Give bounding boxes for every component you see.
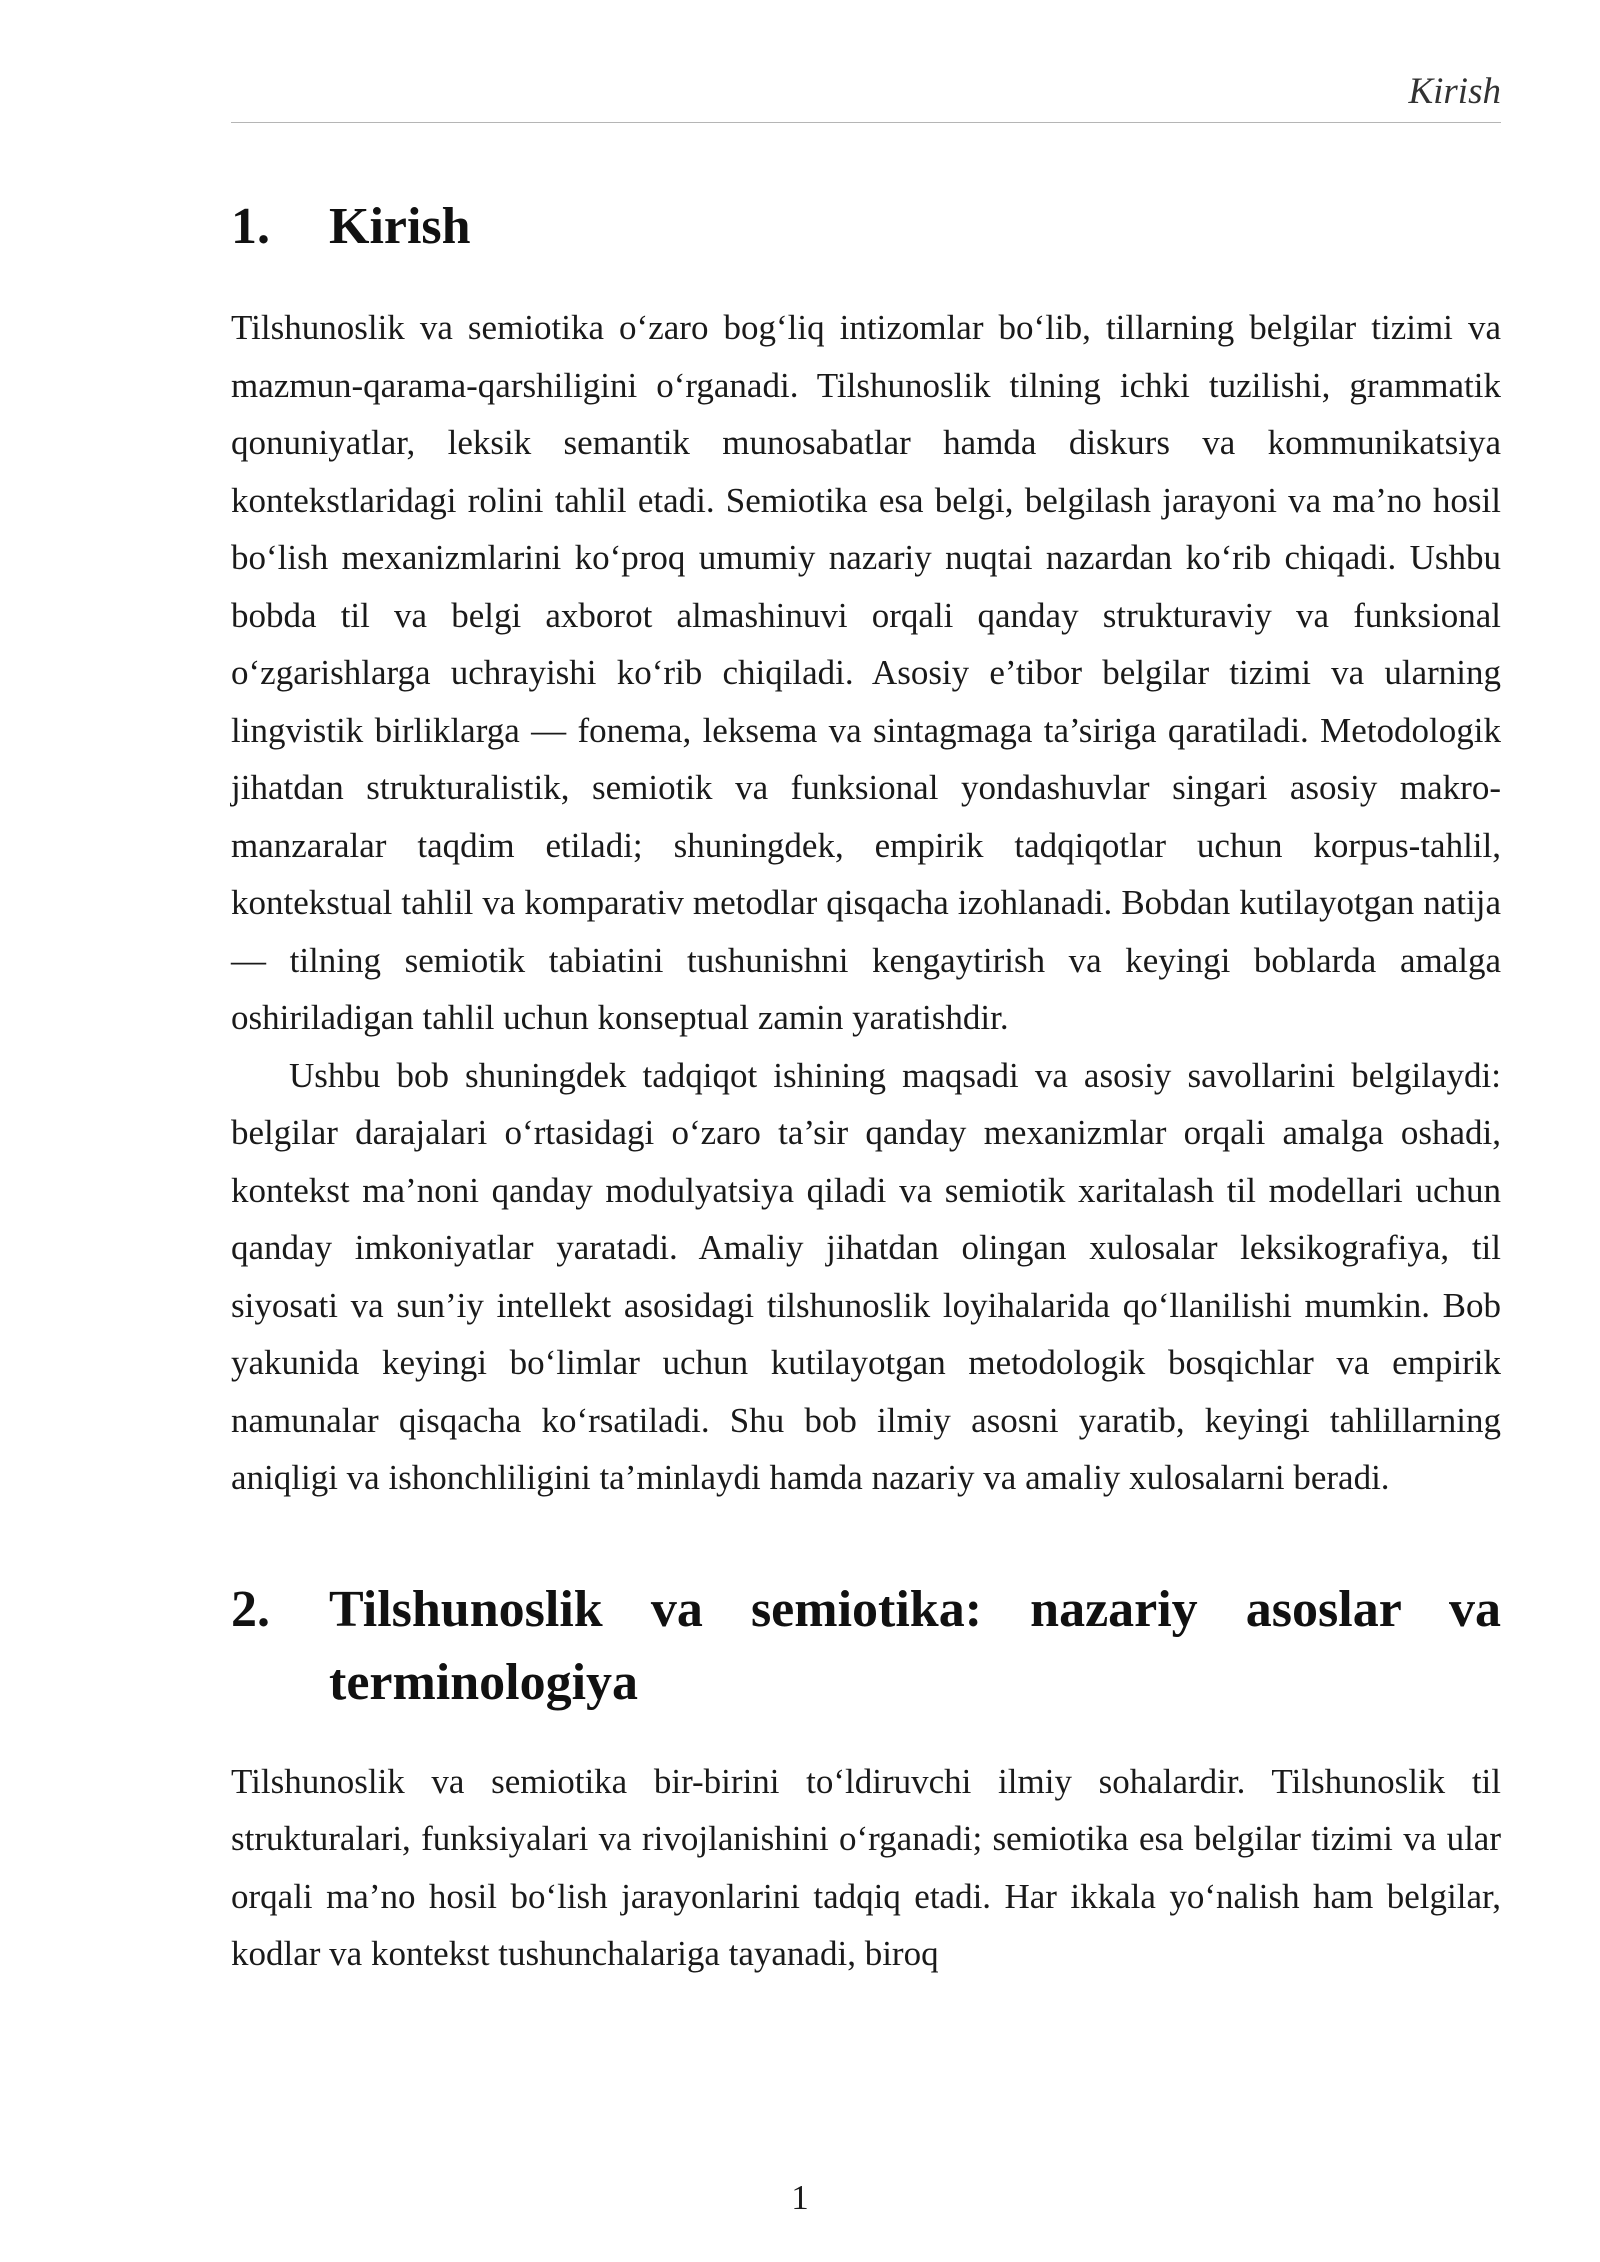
section-heading [231, 1573, 1501, 1719]
page-content [231, 190, 1501, 1983]
section-number: 2. [231, 1580, 270, 1638]
section-heading [231, 190, 1501, 263]
section-title: Kirish [329, 198, 471, 255]
body-paragraph: Tilshunoslik va semiotika bir-birini to‘ldiruvchi ilmiy sohalardir. Tilshunoslik til strukturalari, funksiyalari va rivojlanishini o‘rganadi; semiotika esa belgilar tizimi va ular orqali ma’no hosil bo‘lish jarayonlarini tadqiq etadi. Har ikkala yo‘nalish ham belgilar, kodlar va kontekst tushunchalariga tayanadi, biroq [231, 1761, 1501, 1973]
section-title: Tilshunoslik va semiotika: nazariy asoslar va terminologiya [329, 1580, 1501, 1711]
section-number: 1. [231, 198, 270, 255]
body-paragraph: Tilshunoslik va semiotika o‘zaro bog‘liq intizomlar bo‘lib, tillarning belgilar tizimi va mazmun-qarama-qarshiligini o‘rganadi. Tilshunoslik tilning ichki tuzilishi, grammatik qonuniyatlar, leksik semantik munosabatlar hamda diskurs va kommunikatsiya kontekstlaridagi rolini tahlil etadi. Semiotika esa belgi, belgilash jarayoni va ma’no hosil bo‘lish mexanizmlarini ko‘proq umumiy nazariy nuqtai nazardan ko‘rib chiqadi. Ushbu bobda til va belgi axborot almashinuvi orqali qanday strukturaviy va funksional o‘zgarishlarga uchrayishi ko‘rib chiqiladi. Asosiy e’tibor belgilar tizimi va ularning lingvistik birliklarga — fonema, leksema va sintagmaga ta’siriga qaratiladi. Metodologik jihatdan strukturalistik, semiotik va funksional yondashuvlar singari asosiy makro-manzaralar taqdim etiladi; shuningdek, empirik tadqiqotlar uchun korpus-tahlil, kontekstual tahlil va komparativ metodlar qisqacha izohlanadi. Bobdan kutilayotgan natija — tilning semiotik tabiatini tushunishni kengaytirish va keyingi boblarda amalga oshiriladigan tahlil uchun konseptual zamin yaratishdir. [231, 308, 1501, 1037]
body-paragraph: Ushbu bob shuningdek tadqiqot ishining maqsadi va asosiy savollarini belgilaydi: belgilar darajalari o‘rtasidagi o‘zaro ta’sir qanday mexanizmlar orqali amalga oshadi, kontekst ma’noni qanday modulyatsiya qiladi va semiotik xaritalash til modellari uchun qanday imkoniyatlar yaratadi. Amaliy jihatdan olingan xulosalar leksikografiya, til siyosati va sun’iy intellekt asosidagi tilshunoslik loyihalarida qo‘llanilishi mumkin. Bob yakunida keyingi bo‘limlar uchun kutilayotgan metodologik bosqichlar va empirik namunalar qisqacha ko‘rsatiladi. Shu bob ilmiy asosni yaratib, keyingi tahlillarning aniqligi va ishonchliligini ta’minlaydi hamda nazariy va amaliy xulosalarni beradi. [231, 1055, 1501, 1497]
running-header-title: Kirish [1408, 71, 1501, 112]
page-number: 1 [791, 2178, 809, 2217]
running-header [231, 70, 1501, 123]
